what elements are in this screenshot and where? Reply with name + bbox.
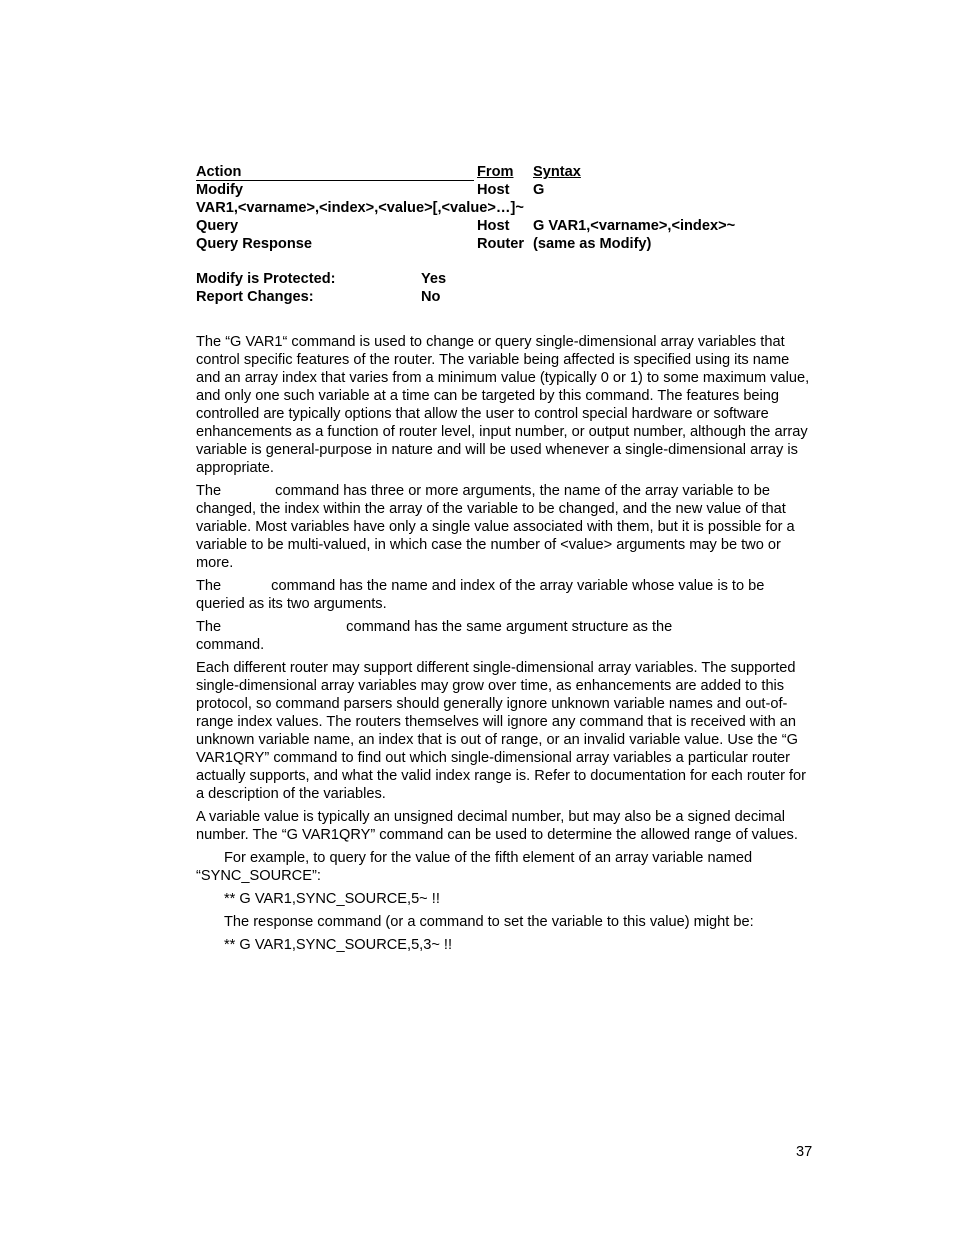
- modify-syntax-continued: VAR1,<varname>,<index>,<value>[,<value>…]~: [196, 200, 524, 216]
- p2-rest: command has three or more arguments, the name of the array variable to be changed, the index within the array of the variable to be changed, and the new value of that variable. Most variables have only a single value associated with them, but it is possible for a variable to be multi-valued, in which case the number of <value> arguments may be two or more.: [196, 483, 795, 571]
- example-query: ** G VAR1,SYNC_SOURCE,5~ !!: [224, 891, 440, 907]
- table-row-modify: [196, 181, 816, 199]
- paragraph-query-response: [196, 618, 816, 654]
- page-number: 37: [796, 1144, 813, 1160]
- paragraph-router-support: Each different router may support different single-dimensional array variables. The supported single-dimensional array variables may grow over time, as enhancements are added to this protocol, so command parsers should generally ignore unknown variable names and out-of-range index values. The routers themselves will ignore any command that is received with an unknown variable name, an index that is out of range, or an invalid variable value. Use the “G VAR1QRY” command to find out which single-dimensional array variables a particular router actually supports, and what the valid index range is. Refer to documentation for each router for a description of the variables.: [196, 660, 807, 802]
- query-response-from: Router: [477, 236, 525, 252]
- document-page: [196, 163, 816, 959]
- header-from: From: [477, 164, 514, 180]
- p2-start: The: [196, 483, 222, 499]
- table-row-query-response: [196, 235, 816, 253]
- paragraph-intro: The “G VAR1“ command is used to change or query single-dimensional array variables that control specific features of the router. The variable being affected is specified using its name and an array index that varies from a minimum value (typically 0 or 1) to some maximum value, and only one such variable at a time can be targeted by this command. The features being controlled are typically options that allow the user to control special hardware or software enhancements as a function of router level, input number, or output number, although the array variable is general-purpose in nature and will be used whenever a single-dimensional array is appropriate.: [196, 334, 810, 476]
- report-value: No: [421, 289, 441, 305]
- report-label: Report Changes:: [196, 289, 314, 305]
- property-report-changes: [196, 288, 816, 306]
- p3-start: The: [196, 578, 222, 594]
- table-row-modify-wrap: [196, 199, 816, 217]
- p4-end: command.: [196, 637, 265, 653]
- paragraph-values: A variable value is typically an unsigned decimal number, but may also be a signed decimal number. The “G VAR1QRY” command can be used to determine the allowed range of values.: [196, 809, 798, 843]
- query-action: Query: [196, 218, 239, 234]
- command-properties: [196, 270, 816, 306]
- paragraph-example: For example, to query for the value of the fifth element of an array variable named “SYNC_SOURCE”:: [196, 850, 753, 884]
- query-response-action: Query Response: [196, 236, 312, 252]
- paragraph-query: [196, 577, 816, 613]
- modify-from: Host: [477, 182, 510, 198]
- header-action: Action: [196, 163, 474, 181]
- modify-action: Modify: [196, 182, 244, 198]
- header-syntax: Syntax: [533, 164, 581, 180]
- p4-start: The: [196, 619, 222, 635]
- paragraph-response: The response command (or a command to set the variable to this value) might be:: [224, 914, 754, 930]
- query-response-syntax: (same as Modify): [533, 236, 652, 252]
- protected-label: Modify is Protected:: [196, 271, 336, 287]
- modify-syntax: G: [533, 182, 545, 198]
- query-syntax: G VAR1,<varname>,<index>~: [533, 218, 736, 234]
- paragraph-modify: [196, 482, 816, 572]
- query-from: Host: [477, 218, 510, 234]
- table-row-query: [196, 217, 816, 235]
- command-table: [196, 163, 816, 253]
- example-response: ** G VAR1,SYNC_SOURCE,5,3~ !!: [224, 937, 453, 953]
- property-protected: [196, 270, 816, 288]
- p3-rest: command has the name and index of the array variable whose value is to be queried as its two arguments.: [196, 578, 765, 612]
- protected-value: Yes: [421, 271, 447, 287]
- table-header-row: [196, 163, 816, 181]
- p4-mid: command has the same argument structure as the: [346, 619, 673, 635]
